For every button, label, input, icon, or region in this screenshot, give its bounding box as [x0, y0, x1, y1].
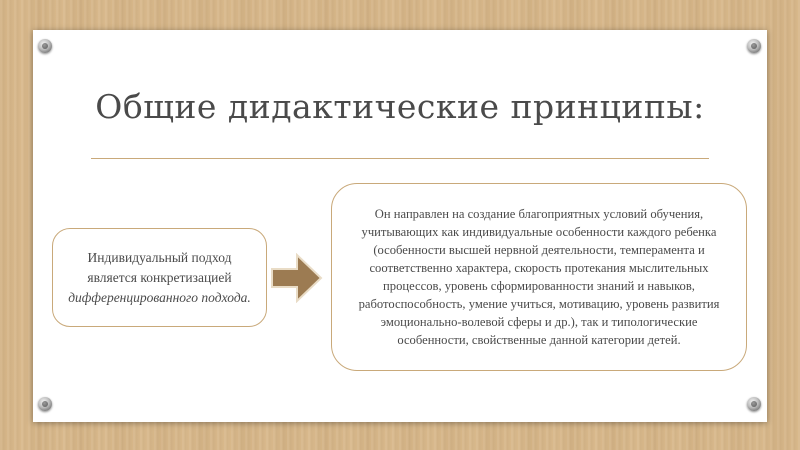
- left-box-line: является конкретизацией: [87, 269, 232, 285]
- pushpin-icon: [38, 397, 52, 411]
- description-box: [331, 183, 747, 371]
- arrow-right-icon: [271, 253, 323, 303]
- left-box-line: Индивидуальный подход: [87, 249, 232, 265]
- page-title: Общие дидактические принципы:: [95, 87, 705, 126]
- pushpin-icon: [747, 397, 761, 411]
- pushpin-icon: [38, 39, 52, 53]
- description-text: Он направлен на создание благоприятных условий обучения, учитывающих как индивидуальные особенности каждого ребенка (особенности высшей нервной деятельности, темперамента и соответственно характера, скорость протекания мыслительных процессов, уровень сформированности знаний и навыков, работоспособность, умение учиться, мотивацию, уровень развития эмоционально-волевой сферы и др.), так и типологические особенности, свойственные данной категории детей.: [358, 207, 720, 347]
- pushpin-icon: [747, 39, 761, 53]
- left-box-line-italic: дифференцированного подхода.: [68, 289, 251, 305]
- individual-approach-box: [52, 228, 267, 327]
- title-divider: [91, 158, 709, 159]
